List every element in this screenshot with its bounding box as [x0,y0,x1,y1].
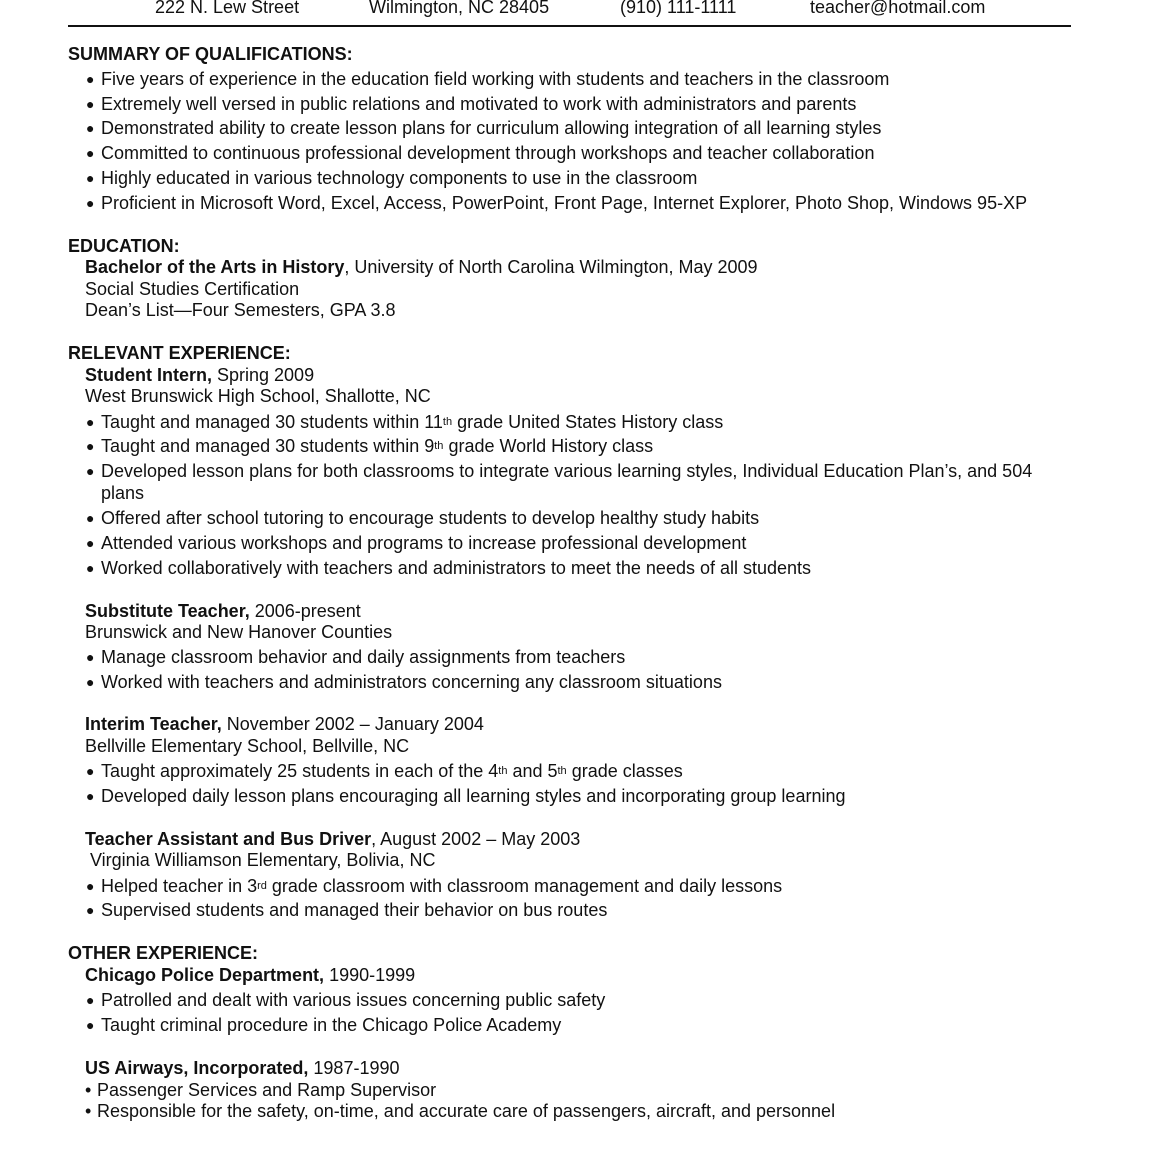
bullet-icon: ● [86,763,95,779]
job-place: Bellville Elementary School, Bellville, NC [85,736,410,756]
bullet-icon: ● [86,902,95,918]
job-title-line [85,965,415,986]
contact-phone: (910) 111-1111 [620,0,737,17]
relevant-heading: RELEVANT EXPERIENCE: [68,343,291,363]
job-bullet: Passenger Services and Ramp Supervisor [97,1080,437,1100]
degree-name: Bachelor of the Arts in History [85,257,345,277]
job-bullet: Taught criminal procedure in the Chicago Police Academy [101,1015,562,1035]
job-title-line [85,829,580,850]
bullet-icon: • [85,1101,92,1121]
summary-item: Demonstrated ability to create lesson plans for curriculum allowing integration of all learning styles [101,118,882,138]
job-dates: November 2002 – January 2004 [221,714,484,734]
job-bullet: Attended various workshops and programs to increase professional development [101,533,747,553]
bullet-icon: ● [86,1017,95,1033]
job-title: Substitute Teacher, [85,601,250,621]
job-dates: 1990-1999 [324,965,416,985]
bullet-icon: ● [86,560,95,576]
summary-item: Highly educated in various technology components to use in the classroom [101,168,698,188]
bullet-icon: ● [86,120,95,136]
job-bullet: Responsible for the safety, on-time, and accurate care of passengers, aircraft, and personnel [97,1101,836,1121]
job-title-line [85,365,314,386]
job-bullet: Worked collaboratively with teachers and administrators to meet the needs of all students [101,558,812,578]
header-divider [68,25,1071,27]
summary-item: Proficient in Microsoft Word, Excel, Access, PowerPoint, Front Page, Internet Explorer, Photo Shop, Windows 95-XP [101,193,1028,213]
bullet-icon: ● [86,195,95,211]
education-honors: Dean’s List—Four Semesters, GPA 3.8 [85,300,396,320]
job-dates: 2006-present [249,601,361,621]
education-degree-line [85,257,758,278]
job-title: Teacher Assistant and Bus Driver [85,829,372,849]
job-dates: Spring 2009 [212,365,315,385]
bullet-icon: ● [86,510,95,526]
job-bullet: Developed daily lesson plans encouraging all learning styles and incorporating group learning [101,786,846,806]
bullet-icon: ● [86,145,95,161]
job-bullet-continuation: plans [101,483,145,503]
job-title: US Airways, Incorporated, [85,1058,309,1078]
summary-item: Five years of experience in the education field working with students and teachers in the classroom [101,69,890,89]
job-title-line [85,714,484,735]
job-dates: , August 2002 – May 2003 [371,829,581,849]
job-title: Chicago Police Department, [85,965,325,985]
job-place: Virginia Williamson Elementary, Bolivia, NC [90,850,436,870]
job-title: Student Intern, [85,365,212,385]
job-place: West Brunswick High School, Shallotte, NC [85,386,431,406]
job-title-line [85,601,361,622]
bullet-icon: ● [86,992,95,1008]
summary-item: Extremely well versed in public relations and motivated to work with administrators and parents [101,94,857,114]
job-bullet: Developed lesson plans for both classrooms to integrate various learning styles, Individual Education Plan’s, and 504 [101,461,1033,481]
bullet-icon: ● [86,878,95,894]
job-place: Brunswick and New Hanover Counties [85,622,393,642]
degree-detail: , University of North Carolina Wilmington, May 2009 [344,257,758,277]
job-bullet: Helped teacher in 3rd grade classroom with classroom management and daily lessons [101,876,783,896]
bullet-icon: ● [86,414,95,430]
other-heading: OTHER EXPERIENCE: [68,943,259,963]
bullet-icon: ● [86,649,95,665]
bullet-icon: ● [86,535,95,551]
contact-email: teacher@hotmail.com [810,0,986,17]
bullet-icon: ● [86,96,95,112]
job-bullet: Manage classroom behavior and daily assignments from teachers [101,647,626,667]
bullet-icon: ● [86,463,95,479]
job-bullet: Patrolled and dealt with various issues concerning public safety [101,990,606,1010]
bullet-icon: ● [86,438,95,454]
education-certification: Social Studies Certification [85,279,300,299]
bullet-icon: ● [86,788,95,804]
job-bullet: Offered after school tutoring to encourage students to develop healthy study habits [101,508,760,528]
job-bullet: Taught and managed 30 students within 9th grade World History class [101,436,654,456]
education-heading: EDUCATION: [68,236,180,256]
job-bullet: Supervised students and managed their behavior on bus routes [101,900,608,920]
summary-heading: SUMMARY OF QUALIFICATIONS: [68,44,353,64]
job-bullet: Taught approximately 25 students in each of the 4th and 5th grade classes [101,761,683,781]
job-dates: 1987-1990 [308,1058,400,1078]
bullet-icon: ● [86,71,95,87]
contact-street: 222 N. Lew Street [155,0,300,17]
bullet-icon: ● [86,170,95,186]
job-bullet: Worked with teachers and administrators concerning any classroom situations [101,672,722,692]
bullet-icon: ● [86,674,95,690]
job-bullet: Taught and managed 30 students within 11th grade United States History class [101,412,724,432]
summary-item: Committed to continuous professional development through workshops and teacher collaboration [101,143,875,163]
bullet-icon: • [85,1080,92,1100]
job-title: Interim Teacher, [85,714,222,734]
contact-city: Wilmington, NC 28405 [369,0,550,17]
job-title-line [85,1058,400,1079]
